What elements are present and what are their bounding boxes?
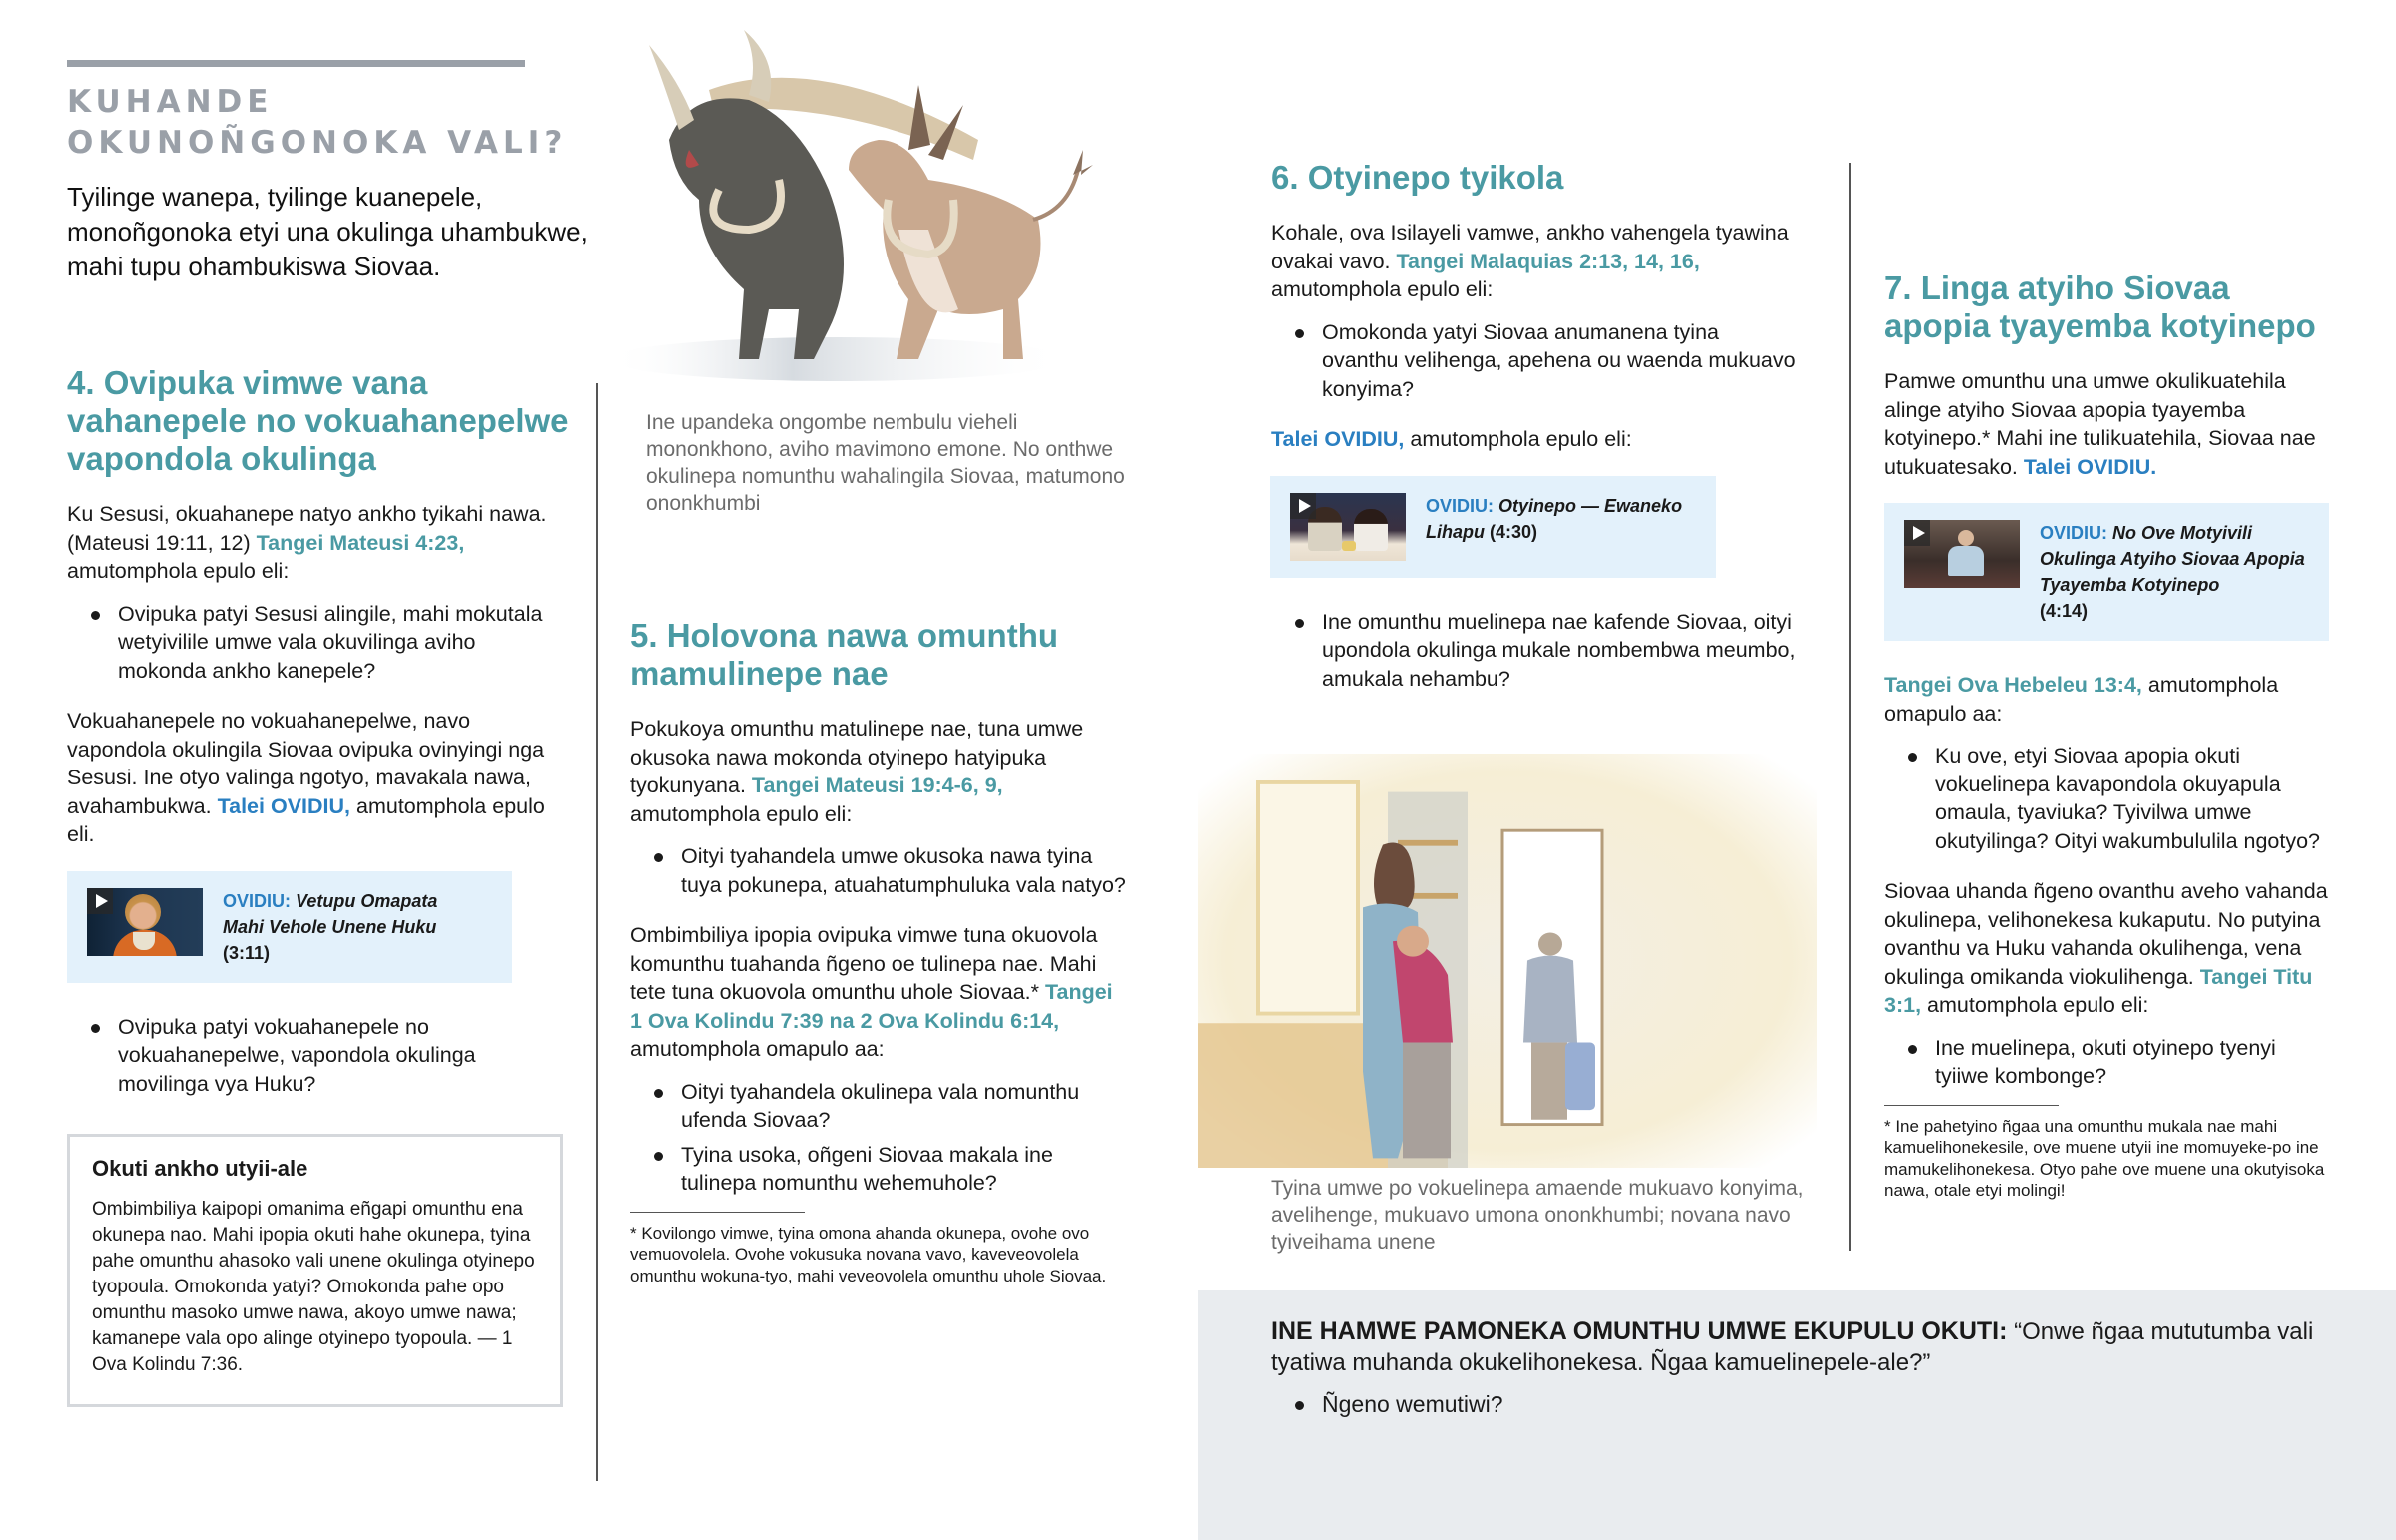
section-7-footnote: * Ine pahetyino ñgaa una omunthu mukala nae mahi kamuelihonekesile, ove muene utyii ine momuyeke-po ine mamukelihonekesa. Otyo pahe ove muene una okutyisoka nawa, otale etyi molingi!: [1884, 1116, 2325, 1200]
video-caption: [2040, 520, 2309, 624]
scripture-link-mateusi-4-23[interactable]: Tangei Mateusi 4:23,: [256, 530, 465, 555]
section-5-heading: 5. Holovona nawa omunthu mamulinepe nae: [630, 617, 1059, 692]
section-4-para-2: Vokuahanepele no vokuahanepelwe, navo vapondola okulingila Siovaa ovipuka ovinyingi nga Sesusi. Ine otyo valinga ngotyo, mavakala nawa, avahambukwa. Talei OVIDIU, amutomphola epulo eli.: [67, 709, 545, 846]
info-box-title: Okuti ankho utyii-ale: [92, 1156, 308, 1181]
family-illustration: [1198, 754, 1817, 1168]
section-6-para-2: Talei OVIDIU, amutomphola epulo eli:: [1271, 427, 1632, 451]
thumb-candle: [1342, 541, 1356, 551]
question-item: Oityi tyahandela umwe okusoka nawa tyina tuya pokunepa, atuahatumphuluka vala natyo?: [651, 842, 1129, 899]
video-title: Otyinepo — Ewaneko Lihapu: [1426, 495, 1683, 542]
objection-content: [1271, 1316, 2359, 1419]
question-item: Ñgeno wemutiwi?: [1292, 1390, 2169, 1419]
video-duration: (4:14): [2040, 601, 2089, 621]
section-5-footnote: * Kovilongo vimwe, tyina omona ahanda okunepa, ovohe ovo vemuovolela. Ovohe vokusuka novana vavo, kaveveovolela omunthu wokuna-tyo, mahi veveovolela omunthu uhole Siovaa.: [630, 1223, 1107, 1285]
question-item: Ovipuka patyi Sesusi alingile, mahi mokutala wetyivilile umwe vala okuvilinga aviho mokonda ankho kanepele?: [88, 600, 566, 686]
section-6-para-1: Kohale, ova Isilayeli vamwe, ankho vahengela tyawina ovakai vavo. Tangei Malaquias 2:13, 14, 16, amutomphola epulo eli:: [1271, 221, 1789, 301]
play-icon[interactable]: [87, 888, 113, 914]
question-item: Ku ove, etyi Siovaa apopia okuti vokuelinepa kavapondola okuyapula omaula, tyaviuka? Tyivilwa umwe okutyilinga? Oityi wakumbululila ngotyo?: [1905, 742, 2333, 855]
thumb-person: [1958, 530, 1974, 546]
family-caption: Tyina umwe po vokuelinepa amaende mukuavo konyima, avelihenge, mukuavo umona ononkhumbi; novana navo tyiveihama unene: [1271, 1177, 1804, 1254]
section-4-heading: 4. Ovipuka vimwe vana vahanepele no vokuahanepelwe vapondola okulinga: [67, 364, 569, 477]
scripture-link-kolindu[interactable]: Tangei 1 Ova Kolindu 7:39 na 2 Ova Kolindu 6:14,: [630, 980, 1113, 1033]
column-3: [1271, 159, 1820, 693]
column-1: [67, 60, 586, 1407]
video-thumbnail[interactable]: [1290, 493, 1406, 561]
video-card-otyinepo[interactable]: [1270, 476, 1716, 578]
thumb-shirt: [1948, 546, 1984, 576]
video-thumbnail[interactable]: [1904, 520, 2020, 588]
top-rule: [67, 60, 525, 67]
video-card-no-ove[interactable]: [1884, 503, 2329, 641]
section-7-heading: 7. Linga atyiho Siovaa apopia tyayemba kotyinepo: [1884, 269, 2316, 344]
thumb-necklace: [133, 932, 155, 950]
section-6-questions-2: [1271, 608, 1800, 694]
video-card-vetupu[interactable]: [67, 871, 512, 983]
objection-text: [1271, 1316, 2359, 1378]
column-2: [630, 409, 1149, 1286]
video-link[interactable]: Talei OVIDIU,: [1271, 427, 1405, 451]
info-box-okuti-ankho-utyii-ale: [67, 1134, 563, 1407]
ox-dark: [649, 30, 844, 359]
video-label: OVIDIU:: [2040, 523, 2108, 543]
column-divider-1: [596, 383, 598, 1481]
video-label: OVIDIU:: [223, 890, 292, 911]
footnote-rule: [1884, 1105, 2059, 1106]
oxen-caption: Ine upandeka ongombe nembulu vieheli mononkhono, aviho mavimono emone. No onthwe okulinepa nomunthu wahalingila Siovaa, matumono ononkhumbi: [646, 411, 1125, 515]
section-7-para-3: Siovaa uhanda ñgeno ovanthu aveho vahanda okulinepa, velihonekesa kukaputu. No putyina ovanthu va Huku vahanda okulihenga, vena okulinga omikanda viokulihenga. Tangei Titu 3:1, amutomphola epulo eli:: [1884, 879, 2328, 1017]
question-item: Ine muelinepa, okuti otyinepo tyenyi tyiiwe kombonge?: [1905, 1034, 2333, 1091]
question-item: Ovipuka patyi vokuahanepele no vokuahanepelwe, vapondola okulinga movilinga vya Huku?: [88, 1013, 566, 1099]
section-7-para-2: Tangei Ova Hebeleu 13:4, amutomphola omapulo aa:: [1884, 673, 2279, 726]
video-thumbnail[interactable]: [87, 888, 203, 956]
section-5-questions-2: [630, 1078, 1129, 1198]
scripture-link-hebeleu[interactable]: Tangei Ova Hebeleu 13:4,: [1884, 673, 2142, 697]
scripture-link-mateusi-19-4[interactable]: Tangei Mateusi 19:4-6, 9,: [751, 773, 1003, 797]
section-4-questions-2: [67, 1013, 566, 1099]
video-duration: (3:11): [223, 942, 271, 963]
section-6-questions-1: [1271, 318, 1800, 404]
oxen-illustration: [579, 30, 1118, 389]
column-4: [1884, 269, 2338, 1202]
objection-panel: [1198, 1290, 2396, 1540]
objection-lead: INE HAMWE PAMONEKA OMUNTHU UMWE EKUPULU OKUTI:: [1271, 1317, 2008, 1345]
question-item: Tyina usoka, oñgeni Siovaa makala ine tulinepa nomunthu wehemuhole?: [651, 1141, 1129, 1198]
video-caption: [1426, 493, 1695, 545]
video-link[interactable]: Talei OVIDIU,: [217, 793, 351, 818]
objection-quote: “Onwe ñgaa mututumba vali tyatiwa muhanda okukelihonekesa. Ñgaa kamuelinepele-ale?”: [1271, 1318, 2314, 1376]
section-5-para-1: Pokukoya omunthu matulinepe nae, tuna umwe okusoka nawa mokonda otyinepo hatyipuka tyokunyana. Tangei Mateusi 19:4-6, 9, amutomphola epulo eli:: [630, 717, 1084, 826]
intro-lead: Tyilinge wanepa, tyilinge kuanepele, monoñgonoka etyi una okulinga uhambukwe, mahi tupu ohambukiswa Siovaa.: [67, 182, 588, 281]
section-4-questions-1: [67, 600, 566, 686]
shelf-1: [1398, 840, 1458, 846]
scripture-link-titu[interactable]: Tangei Titu 3:1,: [1884, 964, 2313, 1017]
kicker-line-2: OKUNOÑGONOKA VALI?: [67, 125, 568, 161]
footnote-rule: [630, 1212, 805, 1213]
video-title: Vetupu Omapata Mahi Vehole Unene Huku: [223, 890, 438, 937]
video-caption: [223, 888, 472, 966]
intro-kicker: [67, 82, 586, 164]
section-7-para-1: Pamwe omunthu una umwe okulikuatehila alinge atyiho Siovaa apopia tyayemba kotyinepo.* Mahi ine tulikuatehila, Siovaa nae utukuatesako. Talei OVIDIU.: [1884, 369, 2316, 479]
section-5-questions-1: [630, 842, 1129, 899]
section-4-para-1: Ku Sesusi, okuahanepe natyo ankho tyikahi nawa. (Mateusi 19:11, 12) Tangei Mateusi 4:23, amutomphola epulo eli:: [67, 502, 547, 583]
kicker-line-1: KUHANDE: [67, 84, 274, 120]
play-icon[interactable]: [1290, 493, 1316, 519]
section-6-heading: 6. Otyinepo tyikola: [1271, 159, 1564, 196]
thumb-person: [125, 894, 161, 930]
section-7-questions-2: [1884, 1034, 2333, 1091]
info-box-text: Ombimbiliya kaipopi omanima eñgapi omunthu ena okunepa nao. Mahi ipopia okuti hahe okunepa, tyina pahe omunthu ahasoko vali unene okulinga otyinepo tyopoula. Omokonda yatyi? Omokonda pahe opo omunthu masoko umwe nawa, akoyo umwe nawa; kamanepe vala opo alinge otyinepo tyopoula. — 1 Ova Kolindu 7:36.: [92, 1199, 535, 1375]
question-item: Oityi tyahandela okulinepa vala nomunthu ufenda Siovaa?: [651, 1078, 1129, 1135]
section-5-para-2: Ombimbiliya ipopia ovipuka vimwe tuna okuovola komunthu tuahanda ñgeno oe tulinepa nae. Mahi tete tuna okuovola omunthu uhole Siovaa.* Tangei 1 Ova Kolindu 7:39 na 2 Ova Kolindu 6:14, amutomphola omapulo aa:: [630, 923, 1113, 1061]
thumb-woman: [1354, 509, 1388, 551]
question-item: Omokonda yatyi Siovaa anumanena tyina ovanthu velihenga, apehena ou waenda mukuavo konyima?: [1292, 318, 1800, 404]
ground-shadow: [609, 337, 1068, 381]
video-duration: (4:30): [1490, 521, 1538, 542]
video-link[interactable]: Talei OVIDIU.: [2023, 454, 2157, 479]
question-item: Ine omunthu muelinepa nae kafende Siovaa, oityi upondola okulinga mukale nombembwa meumbo, amukala nehambu?: [1292, 608, 1800, 694]
scripture-link-malaquias[interactable]: Tangei Malaquias 2:13, 14, 16,: [1396, 249, 1700, 273]
column-divider-2: [1849, 163, 1851, 1251]
video-title: No Ove Motyivili Okulinga Atyiho Siovaa Apopia Tyayemba Kotyinepo: [2040, 523, 2305, 595]
window: [1258, 782, 1358, 1014]
objection-questions: [1271, 1390, 2169, 1419]
section-7-questions-1: [1884, 742, 2333, 855]
video-label: OVIDIU:: [1426, 495, 1495, 516]
play-icon[interactable]: [1904, 520, 1930, 546]
